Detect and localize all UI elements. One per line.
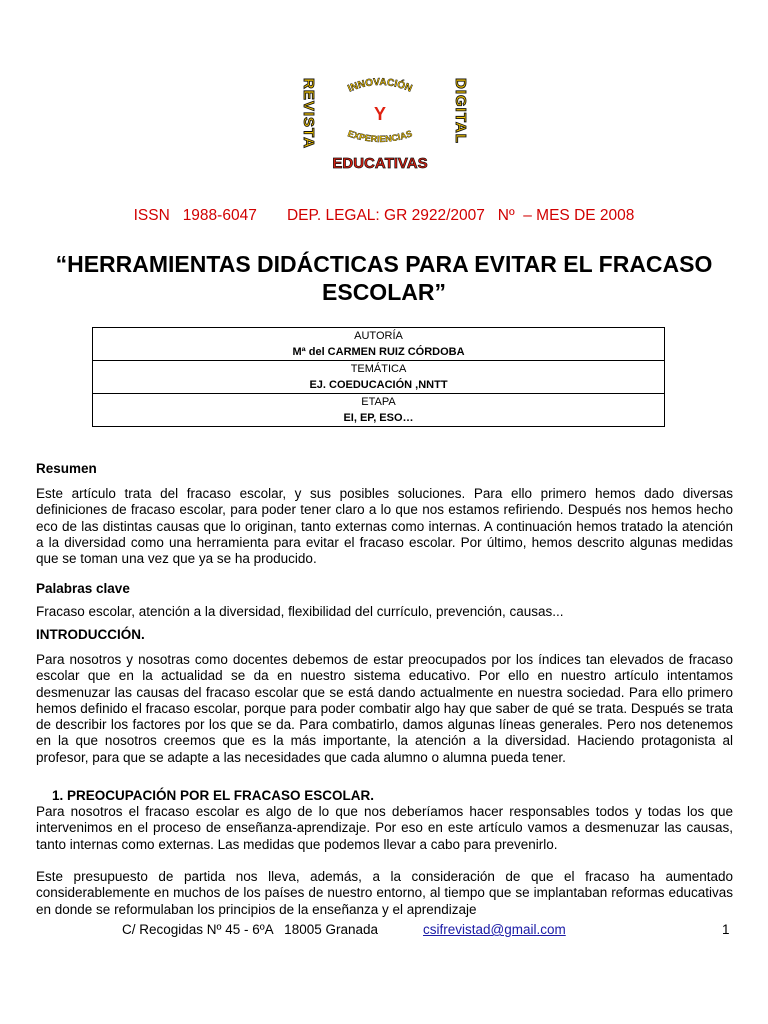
section1-para2: Este presupuesto de partida nos lleva, además, a la consideración de que el fracaso ha aumentado considerablemente en muchos de los países de nuestro entorno, al tiempo que se implantaban reformas educativas en donde se reformulaban los principios de la enseñanza y el aprendizaje — [36, 869, 733, 917]
resumen-text: Este artículo trata del fracaso escolar, y sus posibles soluciones. Para ello primero hemos dado diversas definiciones de fracaso escolar, para poder tener claro a lo que nos estamos refiriendo. Después nos hemos hecho eco de las distintas causas que lo originan, tanto externas como internas. A continuación hemos tratado la atención a la diversidad como una herramienta para evitar el fracaso escolar. Por último, hemos descrito algunas medidas que se toman una vez que ya se ha producido. — [36, 486, 733, 567]
issn-line: ISSN 1988-6047 DEP. LEGAL: GR 2922/2007 Nº – MES DE 2008 — [133, 207, 635, 224]
footer-email-link[interactable]: csifrevistad@gmail.com — [423, 922, 566, 937]
logo-left-vertical: REVISTA — [300, 78, 317, 149]
info-value: EI, EP, ESO… — [343, 412, 414, 424]
logo-top-text: INNOVACIÓN — [346, 76, 414, 95]
intro-heading: INTRODUCCIÓN. — [36, 627, 145, 642]
footer-address: C/ Recogidas Nº 45 - 6ºA 18005 Granada — [122, 922, 379, 937]
logo-bottom-text: EDUCATIVAS — [332, 155, 428, 172]
info-row-tematica — [93, 361, 665, 394]
info-row-autoria — [93, 328, 665, 361]
keywords-heading: Palabras clave — [36, 581, 130, 596]
keywords-text: Fracaso escolar, atención a la diversidad, flexibilidad del currículo, prevención, causas... — [36, 604, 564, 619]
page-number: 1 — [722, 922, 730, 937]
article-title: “HERRAMIENTAS DIDÁCTICAS PARA EVITAR EL FRACASO ESCOLAR” — [55, 251, 713, 305]
info-label: ETAPA — [361, 396, 396, 408]
logo-right-vertical: DIGITAL — [452, 78, 469, 144]
section1-para1: Para nosotros el fracaso escolar es algo de lo que nos deberíamos hacer responsables todos y todas los que intervenimos en el proceso de enseñanza-aprendizaje. Por eso en este artículo vamos a desmenuzar las causas, tanto internas como externas. Las medidas que podemos llevar a cabo para prevenirlo. — [36, 804, 733, 852]
resumen-heading: Resumen — [36, 461, 97, 476]
magazine-logo — [290, 70, 470, 180]
info-value: Mª del CARMEN RUIZ CÓRDOBA — [292, 346, 465, 358]
info-value: EJ. COEDUCACIÓN ,NNTT — [309, 379, 448, 391]
intro-text: Para nosotros y nosotras como docentes debemos de estar preocupados por los índices tan elevados de fracaso escolar que en la actualidad se da en nuestro sistema educativo. Por ello en nuestro artículo intentamos desmenuzar las causas del fracaso escolar que se está dando actualmente en nuestra sociedad. Para ello primero hemos definido el fracaso escolar, porque para poder combatir algo hay que saber de qué se trata. Después se trata de describir los factores por los que se da. Para combatirlo, damos algunas líneas generales. Pero nos detenemos en la que nosotros creemos que es la más importante, la atención a la diversidad. Haciendo protagonista al profesor, para que se adapte a las necesidades que cada alumno o alumna pueda tener. — [36, 652, 733, 765]
info-table — [92, 327, 665, 427]
info-row-etapa — [93, 394, 665, 427]
logo-lower-text: EXPERIENCIAS — [346, 128, 414, 145]
logo-middle-text: Y — [373, 104, 387, 124]
info-label: AUTORÍA — [354, 330, 403, 342]
section1-heading: 1. PREOCUPACIÓN POR EL FRACASO ESCOLAR. — [52, 788, 375, 803]
info-label: TEMÁTICA — [350, 363, 407, 375]
